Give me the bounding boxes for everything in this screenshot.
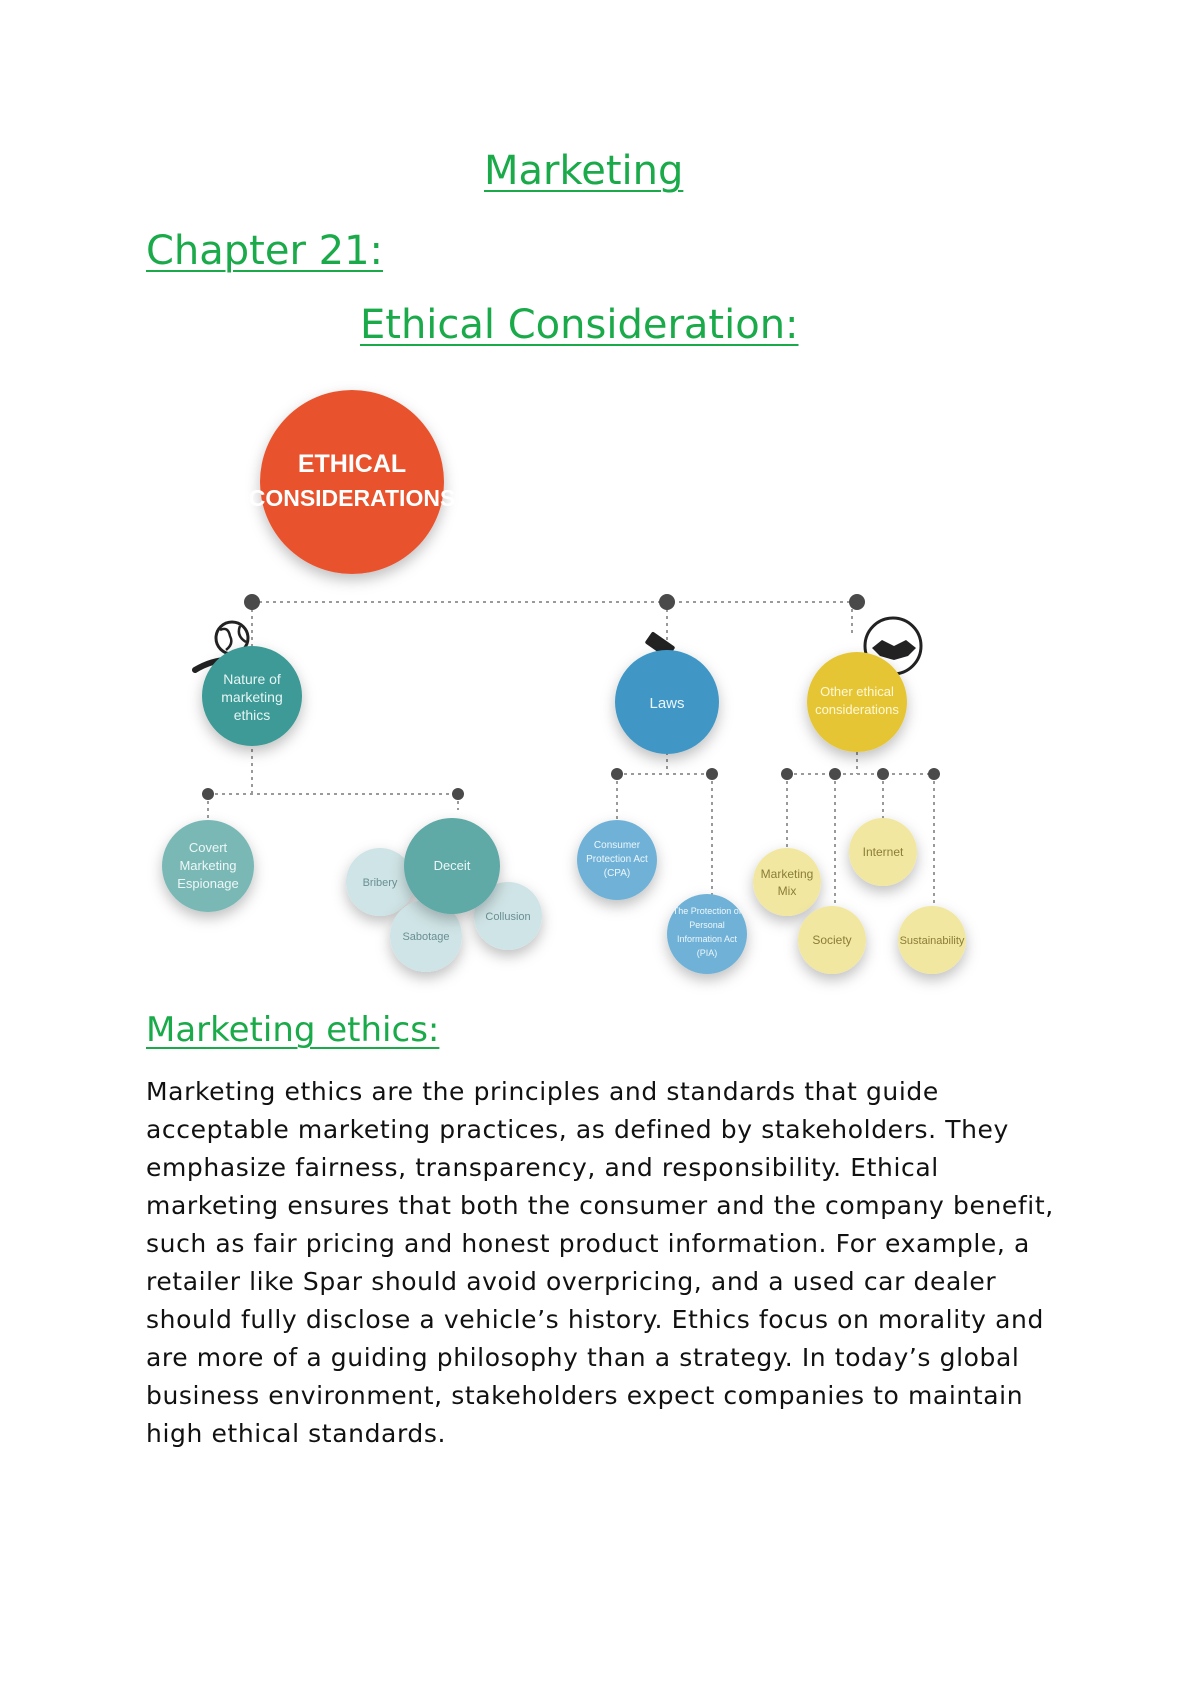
svg-text:Marketing: Marketing (179, 858, 237, 873)
svg-text:Covert: Covert (188, 840, 228, 855)
svg-text:ethics: ethics (233, 707, 271, 723)
svg-text:Espionage: Espionage (177, 876, 239, 891)
child-node-popia (667, 894, 747, 974)
branch-node-other (807, 652, 907, 752)
connector-lines (208, 602, 934, 905)
svg-text:Deceit: Deceit (433, 858, 471, 873)
child-node-sustainability (898, 906, 966, 974)
svg-text:Sabotage: Sabotage (402, 931, 450, 943)
child-node-bribery (346, 848, 414, 916)
child-node-covert (162, 820, 254, 912)
svg-text:Sustainability: Sustainability (899, 935, 965, 947)
svg-text:Consumer: Consumer (593, 840, 641, 851)
root-label-line2: CONSIDERATIONS (248, 485, 456, 511)
svg-text:Bribery: Bribery (362, 877, 398, 889)
section-heading: Marketing ethics: (146, 1010, 440, 1050)
svg-text:(CPA): (CPA) (603, 868, 631, 879)
svg-text:Laws: Laws (649, 695, 685, 712)
svg-text:Internet: Internet (862, 845, 904, 859)
child-node-internet (849, 818, 917, 886)
svg-text:Nature of: Nature of (223, 671, 281, 687)
branch-node-nature (202, 646, 302, 746)
svg-text:Mix: Mix (777, 884, 797, 898)
svg-text:Marketing: Marketing (760, 867, 814, 881)
root-label-line1: ETHICAL (297, 450, 407, 478)
branch-node-laws (615, 650, 719, 754)
ethical-considerations-diagram (0, 380, 1200, 1000)
root-node (249, 390, 456, 574)
svg-text:The Protection of: The Protection of (672, 906, 742, 916)
child-node-society (798, 906, 866, 974)
body-paragraph: Marketing ethics are the principles and standards that guide acceptable marketing practices, as defined by stakeholders. They emphasize fairness, transparency, and responsibility. Ethical marketing ensures that both the consumer and the company benefit, such as fair pricing and honest product information. For example, a retailer like Spar should avoid overpricing, and a used car dealer should fully disclose a vehicle’s history. Ethics focus on morality and are more of a guiding philosophy than a strategy. In today’s global business environment, stakeholders expect companies to maintain high ethical standards. (146, 1077, 1054, 1448)
svg-text:Protection Act: Protection Act (586, 854, 648, 865)
svg-text:marketing: marketing (221, 689, 283, 705)
svg-text:Personal: Personal (689, 920, 725, 930)
document-title: Marketing (484, 148, 684, 194)
topic-heading: Ethical Consideration: (360, 302, 799, 348)
chapter-heading: Chapter 21: (146, 228, 384, 274)
svg-text:Information Act: Information Act (676, 934, 738, 944)
svg-text:Society: Society (812, 933, 852, 947)
child-node-deceit (404, 818, 500, 914)
svg-text:considerations: considerations (815, 702, 899, 717)
svg-text:Collusion: Collusion (485, 911, 531, 923)
svg-text:Other ethical: Other ethical (820, 684, 894, 699)
svg-text:(PIA): (PIA) (696, 948, 718, 958)
child-node-marketing-mix (753, 848, 821, 916)
child-node-cpa (577, 820, 657, 900)
